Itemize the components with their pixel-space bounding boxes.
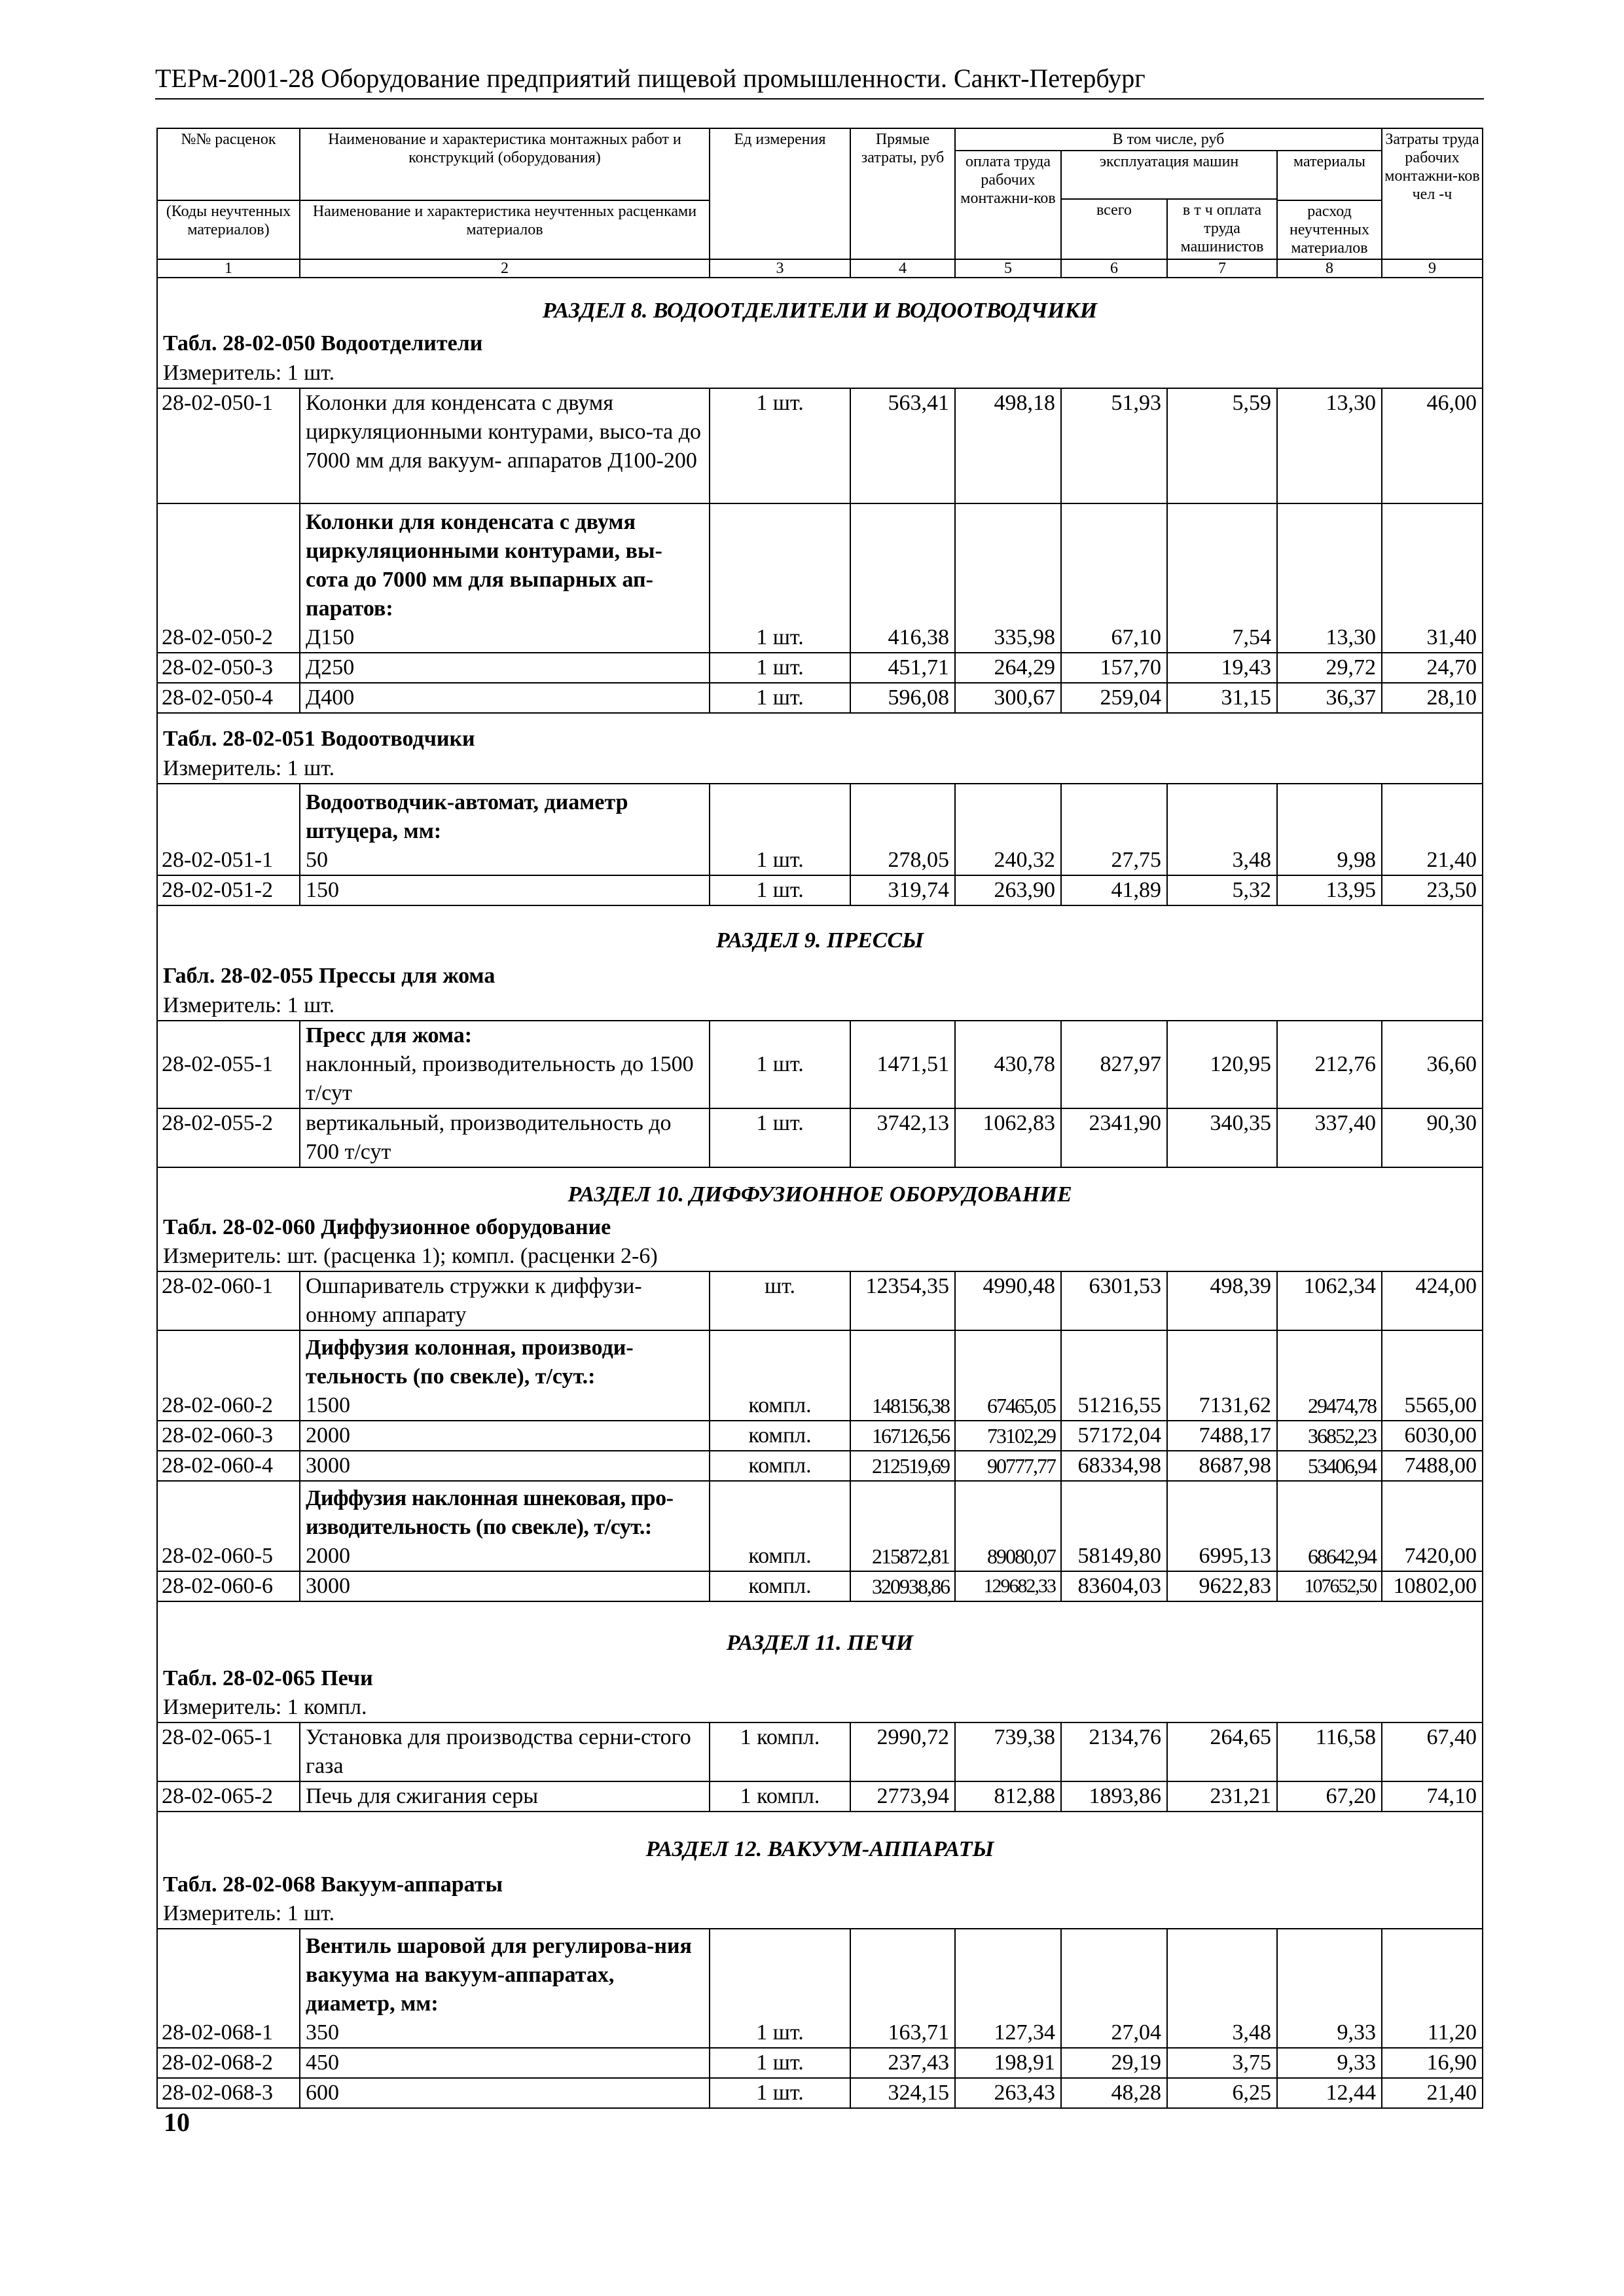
rate-code: 28-02-055-1: [157, 1021, 300, 1108]
labor-wages: 90777,77: [955, 1451, 1061, 1481]
rate-description: Колонки для конденсата с двумя циркуляционными контурами, высо-та до 7000 мм для вакуум- аппаратов Д100-200: [300, 388, 710, 503]
rate-description: Д250: [300, 653, 710, 683]
machinist-wages: 3,75: [1167, 2048, 1277, 2078]
rate-code: 28-02-065-2: [157, 1781, 300, 1812]
table-meter: Измеритель: 1 шт.: [157, 754, 1483, 784]
labor-wages: 335,98: [955, 503, 1061, 653]
rate-code: 28-02-050-2: [157, 503, 300, 653]
rate-description: 3000: [300, 1451, 710, 1481]
unit: компл.: [710, 1571, 850, 1601]
machine-total: 51,93: [1061, 388, 1167, 503]
labor-wages: 67465,05: [955, 1330, 1061, 1421]
unit: 1 шт.: [710, 2048, 850, 2078]
direct-cost: 596,08: [850, 683, 955, 713]
machine-total: 68334,98: [1061, 1451, 1167, 1481]
table-meter: Измеритель: 1 шт.: [157, 1899, 1483, 1929]
rate-code: 28-02-051-2: [157, 875, 300, 905]
table-row: [157, 1481, 1483, 1571]
column-number: 8: [1277, 259, 1382, 278]
labor-hours: 7420,00: [1382, 1481, 1483, 1571]
col8-header-top: материалы: [1277, 151, 1382, 200]
machinist-wages: 8687,98: [1167, 1451, 1277, 1481]
labor-hours: 28,10: [1382, 683, 1483, 713]
materials: 116,58: [1277, 1722, 1382, 1781]
machine-total: 58149,80: [1061, 1481, 1167, 1571]
column-number: 3: [710, 259, 850, 278]
table-row: [157, 1271, 1483, 1330]
col2-header-top: Наименование и характеристика монтажных работ и конструкций (оборудования): [300, 128, 710, 200]
rate-description: 150: [300, 875, 710, 905]
table-title: Табл. 28-02-065 Печи: [157, 1658, 1483, 1693]
unit: 1 компл.: [710, 1781, 850, 1812]
machinist-wages: 498,39: [1167, 1271, 1277, 1330]
materials: 1062,34: [1277, 1271, 1382, 1330]
materials: 107652,50: [1277, 1571, 1382, 1601]
labor-hours: 23,50: [1382, 875, 1483, 905]
group-description: Диффузия наклонная шнековая, про-изводительность (по свекле), т/сут.:: [306, 1486, 674, 1539]
rate-code: 28-02-060-1: [157, 1271, 300, 1330]
labor-hours: 10802,00: [1382, 1571, 1483, 1601]
rate-description: [300, 1929, 710, 2048]
labor-wages: 263,43: [955, 2078, 1061, 2108]
rate-code: 28-02-051-1: [157, 784, 300, 875]
machine-total: 2134,76: [1061, 1722, 1167, 1781]
col1-header-top: №№ расценок: [157, 128, 300, 200]
labor-wages: 300,67: [955, 683, 1061, 713]
labor-wages: 263,90: [955, 875, 1061, 905]
unit: 1 шт.: [710, 653, 850, 683]
direct-cost: 278,05: [850, 784, 955, 875]
machinist-wages: 340,35: [1167, 1108, 1277, 1167]
col1-header-bottom: (Коды неучтенных материалов): [157, 200, 300, 259]
rate-description: Д400: [300, 683, 710, 713]
machine-total: 2341,90: [1061, 1108, 1167, 1167]
section-title: РАЗДЕЛ 11. ПЕЧИ: [157, 1601, 1483, 1658]
rate-code: 28-02-050-4: [157, 683, 300, 713]
labor-hours: 31,40: [1382, 503, 1483, 653]
direct-cost: 416,38: [850, 503, 955, 653]
unit: 1 шт.: [710, 1929, 850, 2048]
materials: 12,44: [1277, 2078, 1382, 2108]
column-number-row: [157, 259, 1483, 278]
machine-total: 27,04: [1061, 1929, 1167, 2048]
rate-item-label: 1500: [306, 1393, 350, 1417]
rate-code: 28-02-065-1: [157, 1722, 300, 1781]
rate-description: Ошпариватель стружки к диффузи-онному аппарату: [300, 1271, 710, 1330]
col3-header: Ед измерения: [710, 128, 850, 259]
group-description: Пресс для жома:: [306, 1023, 473, 1048]
labor-hours: 6030,00: [1382, 1421, 1483, 1451]
machine-total: 259,04: [1061, 683, 1167, 713]
table-row: [157, 2048, 1483, 2078]
labor-wages: 129682,33: [955, 1571, 1061, 1601]
machinist-wages: 3,48: [1167, 784, 1277, 875]
rate-description: Установка для производства серни-стого газа: [300, 1722, 710, 1781]
labor-wages: 89080,07: [955, 1481, 1061, 1571]
group-description: Водоотводчик-автомат, диаметр штуцера, мм:: [306, 790, 628, 843]
materials: 9,98: [1277, 784, 1382, 875]
direct-cost: 2773,94: [850, 1781, 955, 1812]
labor-hours: 74,10: [1382, 1781, 1483, 1812]
labor-wages: 127,34: [955, 1929, 1061, 2048]
machinist-wages: 3,48: [1167, 1929, 1277, 2048]
machine-total: 827,97: [1061, 1021, 1167, 1108]
labor-hours: 16,90: [1382, 2048, 1483, 2078]
materials: 67,20: [1277, 1781, 1382, 1812]
table-row: [157, 1330, 1483, 1421]
table-row: [157, 388, 1483, 503]
table-row: [157, 1451, 1483, 1481]
rate-description: [300, 503, 710, 653]
unit: компл.: [710, 1421, 850, 1451]
rate-code: 28-02-050-1: [157, 388, 300, 503]
machinist-wages: 7,54: [1167, 503, 1277, 653]
machine-total: 6301,53: [1061, 1271, 1167, 1330]
direct-cost: 163,71: [850, 1929, 955, 2048]
column-number: 2: [300, 259, 710, 278]
rate-code: 28-02-068-1: [157, 1929, 300, 2048]
column-number: 4: [850, 259, 955, 278]
unit: компл.: [710, 1481, 850, 1571]
machine-total: 157,70: [1061, 653, 1167, 683]
machines-group-header: эксплуатация машин: [1061, 151, 1277, 199]
table-row: [157, 875, 1483, 905]
materials: 36,37: [1277, 683, 1382, 713]
column-number: 5: [955, 259, 1061, 278]
machinist-wages: 6995,13: [1167, 1481, 1277, 1571]
unit: 1 шт.: [710, 1021, 850, 1108]
section-title: РАЗДЕЛ 9. ПРЕССЫ: [157, 905, 1483, 955]
machinist-wages: 5,32: [1167, 875, 1277, 905]
rate-code: 28-02-050-3: [157, 653, 300, 683]
column-number: 1: [157, 259, 300, 278]
materials: 13,30: [1277, 388, 1382, 503]
rate-item-label: 350: [306, 2020, 339, 2045]
labor-wages: 198,91: [955, 2048, 1061, 2078]
machine-total: 41,89: [1061, 875, 1167, 905]
machinist-wages: 19,43: [1167, 653, 1277, 683]
col2-header-bottom: Наименование и характеристика неучтенных расценками материалов: [300, 200, 710, 259]
section-title: РАЗДЕЛ 10. ДИФФУЗИОННОЕ ОБОРУДОВАНИЕ: [157, 1167, 1483, 1209]
table-row: [157, 1929, 1483, 2048]
rate-description: [300, 784, 710, 875]
direct-cost: 237,43: [850, 2048, 955, 2078]
machinist-wages: 5,59: [1167, 388, 1277, 503]
rate-description: 2000: [300, 1421, 710, 1451]
labor-wages: 264,29: [955, 653, 1061, 683]
labor-hours: 11,20: [1382, 1929, 1483, 2048]
labor-hours: 21,40: [1382, 2078, 1483, 2108]
rate-code: 28-02-060-4: [157, 1451, 300, 1481]
section-title: РАЗДЕЛ 8. ВОДООТДЕЛИТЕЛИ И ВОДООТВОДЧИКИ: [157, 278, 1483, 325]
unit: шт.: [710, 1271, 850, 1330]
rate-description: Печь для сжигания серы: [300, 1781, 710, 1812]
table-row: [157, 784, 1483, 875]
unit: 1 компл.: [710, 1722, 850, 1781]
rate-item-label: Д150: [306, 625, 355, 649]
direct-cost: 3742,13: [850, 1108, 955, 1167]
header-row: [157, 128, 1483, 151]
table-row: [157, 1781, 1483, 1812]
labor-wages: 430,78: [955, 1021, 1061, 1108]
materials: 29474,78: [1277, 1330, 1382, 1421]
rate-item-label: 50: [306, 848, 328, 872]
col4-header: Прямые затраты, руб: [850, 128, 955, 259]
labor-hours: 7488,00: [1382, 1451, 1483, 1481]
machinist-wages: 120,95: [1167, 1021, 1277, 1108]
rate-description: [300, 1330, 710, 1421]
table-title: Габл. 28-02-055 Прессы для жома: [157, 955, 1483, 991]
rate-code: 28-02-060-5: [157, 1481, 300, 1571]
machinist-wages: 7131,62: [1167, 1330, 1277, 1421]
direct-cost: 320938,86: [850, 1571, 955, 1601]
direct-cost: 324,15: [850, 2078, 955, 2108]
rate-code: 28-02-068-3: [157, 2078, 300, 2108]
labor-wages: 498,18: [955, 388, 1061, 503]
labor-wages: 739,38: [955, 1722, 1061, 1781]
materials: 13,30: [1277, 503, 1382, 653]
direct-cost: 212519,69: [850, 1451, 955, 1481]
unit: 1 шт.: [710, 875, 850, 905]
machine-total: 67,10: [1061, 503, 1167, 653]
price-table: [156, 128, 1483, 2109]
unit: компл.: [710, 1330, 850, 1421]
col5-header: оплата труда рабочих монтажни-ков: [955, 151, 1061, 259]
rate-item-label: наклонный, производительность до 1500 т/сут: [306, 1052, 694, 1105]
machine-total: 1893,86: [1061, 1781, 1167, 1812]
unit: 1 шт.: [710, 2078, 850, 2108]
materials: 9,33: [1277, 1929, 1382, 2048]
table-row: [157, 1108, 1483, 1167]
table-meter: Измеритель: шт. (расценка 1); компл. (расценки 2-6): [157, 1242, 1483, 1271]
table-title: Табл. 28-02-060 Диффузионное оборудование: [157, 1209, 1483, 1242]
table-title: Табл. 28-02-050 Водоотделители: [157, 325, 1483, 358]
materials: 36852,23: [1277, 1421, 1382, 1451]
direct-cost: 12354,35: [850, 1271, 955, 1330]
group-description: Диффузия колонная, производи-тельность (по свекле), т/сут.:: [306, 1336, 634, 1389]
table-row: [157, 653, 1483, 683]
column-number: 9: [1382, 259, 1483, 278]
rate-code: 28-02-060-2: [157, 1330, 300, 1421]
direct-cost: 2990,72: [850, 1722, 955, 1781]
labor-wages: 1062,83: [955, 1108, 1061, 1167]
materials: 29,72: [1277, 653, 1382, 683]
section-title: РАЗДЕЛ 12. ВАКУУМ-АППАРАТЫ: [157, 1812, 1483, 1864]
group-header: В том числе, руб: [955, 128, 1382, 151]
machine-total: 27,75: [1061, 784, 1167, 875]
table-row: [157, 683, 1483, 713]
rate-description: [300, 1021, 710, 1108]
table-row: [157, 503, 1483, 653]
materials: 9,33: [1277, 2048, 1382, 2078]
materials: 13,95: [1277, 875, 1382, 905]
col6-header: всего: [1061, 199, 1167, 259]
materials: 212,76: [1277, 1021, 1382, 1108]
labor-hours: 67,40: [1382, 1722, 1483, 1781]
labor-wages: 812,88: [955, 1781, 1061, 1812]
direct-cost: 215872,81: [850, 1481, 955, 1571]
rate-description: 450: [300, 2048, 710, 2078]
labor-hours: 5565,00: [1382, 1330, 1483, 1421]
table-title: Табл. 28-02-068 Вакуум-аппараты: [157, 1864, 1483, 1899]
rate-item-label: 2000: [306, 1544, 350, 1568]
column-number: 7: [1167, 259, 1277, 278]
rate-description: вертикальный, производительность до 700 т/сут: [300, 1108, 710, 1167]
table-row: [157, 1722, 1483, 1781]
direct-cost: 319,74: [850, 875, 955, 905]
machinist-wages: 9622,83: [1167, 1571, 1277, 1601]
machine-total: 83604,03: [1061, 1571, 1167, 1601]
rate-code: 28-02-055-2: [157, 1108, 300, 1167]
table-row: [157, 1571, 1483, 1601]
table-row: [157, 2078, 1483, 2108]
materials: 68642,94: [1277, 1481, 1382, 1571]
labor-hours: 424,00: [1382, 1271, 1483, 1330]
table-title: Табл. 28-02-051 Водоотводчики: [157, 713, 1483, 754]
unit: 1 шт.: [710, 784, 850, 875]
labor-wages: 240,32: [955, 784, 1061, 875]
group-description: Вентиль шаровой для регулирова-ния вакуума на вакуум-аппаратах, диаметр, мм:: [306, 1934, 692, 2016]
machinist-wages: 31,15: [1167, 683, 1277, 713]
unit: компл.: [710, 1451, 850, 1481]
unit: 1 шт.: [710, 683, 850, 713]
machinist-wages: 264,65: [1167, 1722, 1277, 1781]
labor-hours: 90,30: [1382, 1108, 1483, 1167]
machine-total: 48,28: [1061, 2078, 1167, 2108]
machinist-wages: 7488,17: [1167, 1421, 1277, 1451]
table-meter: Измеритель: 1 шт.: [157, 358, 1483, 388]
table-row: [157, 1421, 1483, 1451]
col8-header-bottom: расход неучтенных материалов: [1277, 200, 1382, 259]
rate-code: 28-02-068-2: [157, 2048, 300, 2078]
labor-hours: 21,40: [1382, 784, 1483, 875]
direct-cost: 451,71: [850, 653, 955, 683]
materials: 53406,94: [1277, 1451, 1382, 1481]
labor-wages: 4990,48: [955, 1271, 1061, 1330]
page-number: 10: [164, 2107, 190, 2137]
direct-cost: 167126,56: [850, 1421, 955, 1451]
page-header-title: ТЕРм-2001-28 Оборудование предприятий пищевой промышленности. Санкт-Петербург: [155, 64, 1146, 93]
rate-code: 28-02-060-3: [157, 1421, 300, 1451]
machine-total: 29,19: [1061, 2048, 1167, 2078]
direct-cost: 563,41: [850, 388, 955, 503]
machinist-wages: 231,21: [1167, 1781, 1277, 1812]
labor-wages: 73102,29: [955, 1421, 1061, 1451]
col7-header: в т ч оплата труда машинистов: [1167, 199, 1277, 259]
machine-total: 51216,55: [1061, 1330, 1167, 1421]
labor-hours: 36,60: [1382, 1021, 1483, 1108]
materials: 337,40: [1277, 1108, 1382, 1167]
rate-description: 600: [300, 2078, 710, 2108]
direct-cost: 1471,51: [850, 1021, 955, 1108]
table-meter: Измеритель: 1 компл.: [157, 1693, 1483, 1722]
col9-header: Затраты труда рабочих монтажни-ков чел -ч: [1382, 128, 1483, 259]
table-meter: Измеритель: 1 шт.: [157, 991, 1483, 1021]
labor-hours: 24,70: [1382, 653, 1483, 683]
header-rule: [155, 98, 1484, 100]
machinist-wages: 6,25: [1167, 2078, 1277, 2108]
table-row: [157, 1021, 1483, 1108]
rate-description: 3000: [300, 1571, 710, 1601]
unit: 1 шт.: [710, 388, 850, 503]
column-number: 6: [1061, 259, 1167, 278]
unit: 1 шт.: [710, 503, 850, 653]
labor-hours: 46,00: [1382, 388, 1483, 503]
rate-description: [300, 1481, 710, 1571]
group-description: Колонки для конденсата с двумя циркуляционными контурами, вы-сота до 7000 мм для выпарных ап-паратов:: [306, 510, 662, 621]
rate-code: 28-02-060-6: [157, 1571, 300, 1601]
unit: 1 шт.: [710, 1108, 850, 1167]
machine-total: 57172,04: [1061, 1421, 1167, 1451]
direct-cost: 148156,38: [850, 1330, 955, 1421]
